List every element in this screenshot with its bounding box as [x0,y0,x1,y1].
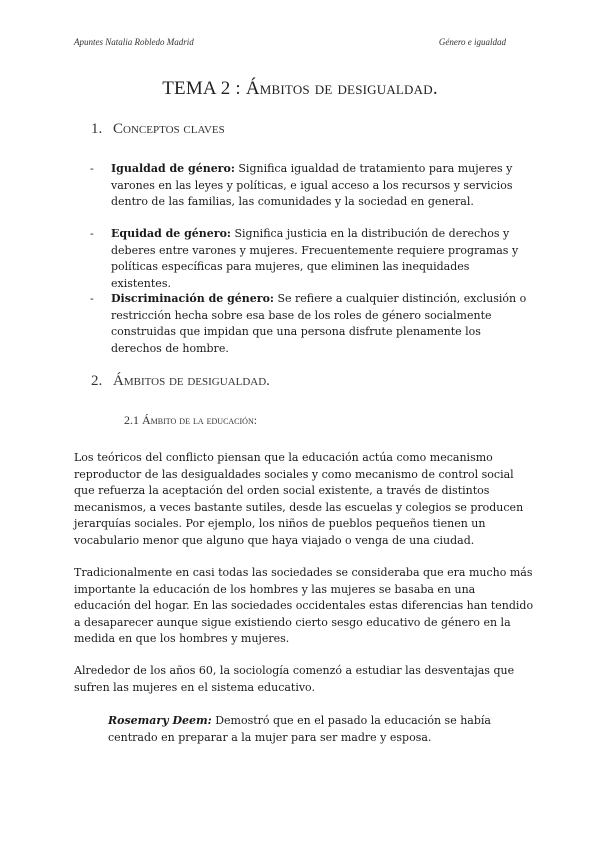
paragraph: Los teóricos del conflicto piensan que la educación actúa como mecanismo reproductor de las desigualdades sociales y como mecanismo de control social que refuerza la aceptación del orden social existente, a través de distintos mecanismos, a veces bastante sutiles, desde las escuelas y colegios se producen jerarquías sociales. Por ejemplo, los niños de pueblos pequeños tienen un vocabulario menor que alguno que haya viajado o venga de una ciudad. [74,451,524,547]
paragraph: Alrededor de los años 60, la sociología comenzó a estudiar las desventajas que sufren las mujeres en el sistema educativo. [74,664,515,694]
section-number: 1. [91,121,103,137]
list-item [90,161,530,211]
header-subject: Género e igualdad [438,37,506,47]
section-heading-1 [91,121,225,138]
list-item [90,226,530,292]
quote-author: Rosemary Deem: [108,714,212,727]
section-heading-2 [91,373,270,390]
term: Discriminación de género: [111,292,274,305]
section-number: 2. [91,373,103,389]
bullet-dash-icon: - [90,227,94,240]
list-item [90,291,530,357]
page-header [74,37,506,51]
section-title: Ámbitos de desigualdad. [113,373,270,389]
quote-block [108,713,532,746]
document-title: TEMA 2 : Ámbitos de desigualdad. [162,78,438,99]
term: Equidad de género: [111,227,231,240]
definition: Significa justicia en la distribución de derechos y deberes entre varones y mujeres. Frecuentemente requiere programas y políticas específicas para mujeres, que eliminen las inequidades existentes. [111,227,519,290]
subsection-heading: 2.1 Ámbito de la educación: [124,413,258,427]
header-author: Apuntes Natalia Robledo Madrid [74,37,194,47]
section-title: Conceptos claves [113,121,225,137]
term: Igualdad de género: [111,162,235,175]
bullet-dash-icon: - [90,292,94,305]
quote-text: Demostró que en el pasado la educación se había centrado en preparar a la mujer para ser madre y esposa. [108,714,491,744]
paragraph: Tradicionalmente en casi todas las sociedades se consideraba que era mucho más importante la educación de los hombres y las mujeres se basaba en una educación del hogar. En las sociedades occidentales estas diferencias han tendido a desaparecer aunque sigue existiendo cierto sesgo educativo de género en la medida en que los hombres y mujeres. [74,566,534,645]
bullet-dash-icon: - [90,162,94,175]
definition: Se refiere a cualquier distinción, exclusión o restricción hecha sobre esa base de los roles de género socialmente construidas que impidan que una persona disfrute plenamente los derechos de hombre. [111,292,527,355]
definition: Significa igualdad de tratamiento para mujeres y varones en las leyes y políticas, e igual acceso a los recursos y servicios dentro de las familias, las comunidades y la sociedad en general. [111,162,513,208]
